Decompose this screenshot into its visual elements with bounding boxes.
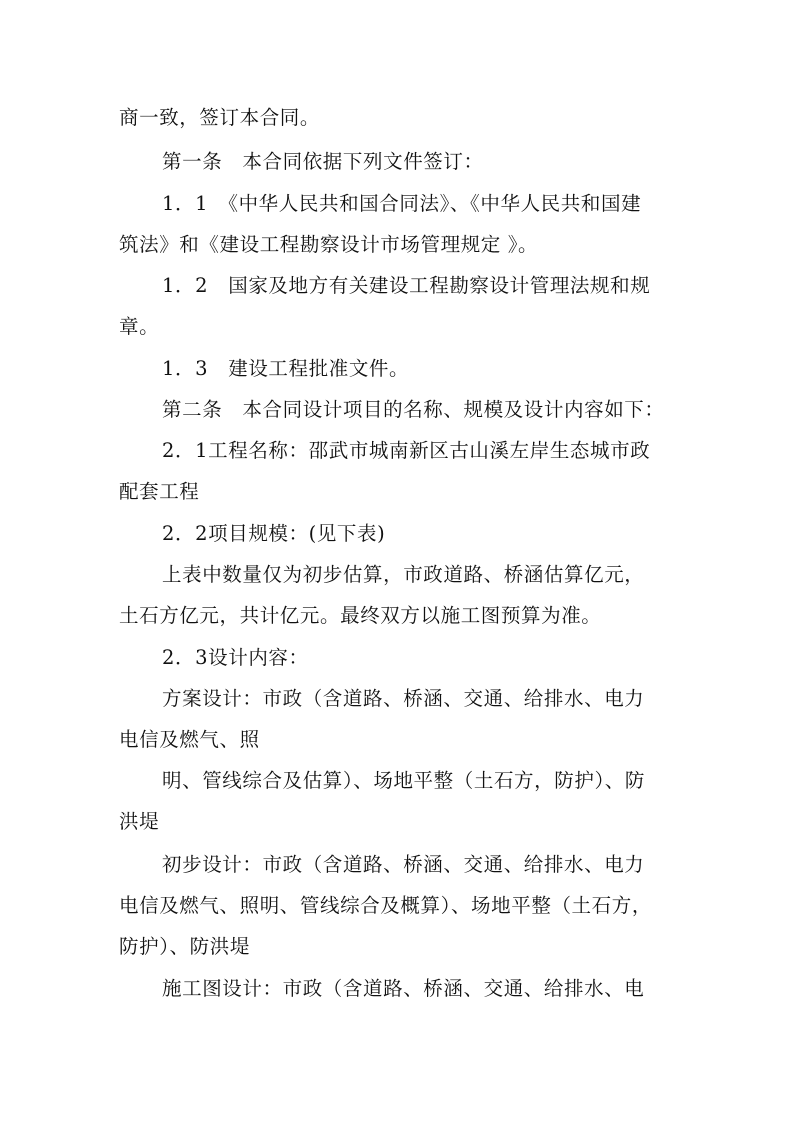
preliminary-design-continued-2: 防护）、防洪堤 <box>119 935 250 958</box>
preliminary-design-line: 初步设计：市政（含道路、桥涵、交通、给排水、电力 <box>162 853 645 876</box>
clause-2-1: 2．1工程名称：邵武市城南新区古山溪左岸生态城市政 <box>162 439 651 462</box>
article-2-heading: 第二条 本合同设计项目的名称、规模及设计内容如下： <box>162 398 665 421</box>
estimate-paragraph-continued: 土石方亿元，共计亿元。最终双方以施工图预算为准。 <box>119 604 602 627</box>
estimate-paragraph: 上表中数量仅为初步估算，市政道路、桥涵估算亿元， <box>162 563 645 586</box>
scheme-design-continued-2: 洪堤 <box>119 810 160 833</box>
clause-2-1-continued: 配套工程 <box>119 480 200 503</box>
scheme-design-continued: 电信及燃气、照 <box>119 728 260 751</box>
clause-1-1-continued: 筑法》和《建设工程勘察设计市场管理规定 》。 <box>119 233 539 256</box>
scheme-design-line-2: 明、管线综合及估算）、场地平整（土石方，防护）、防 <box>162 769 646 792</box>
article-1-heading: 第一条 本合同依据下列文件签订： <box>162 150 484 173</box>
clause-1-3: 1．3 建设工程批准文件。 <box>162 357 410 380</box>
clause-1-2-continued: 章。 <box>119 315 160 338</box>
clause-2-3: 2．3设计内容： <box>162 646 309 669</box>
paragraph-line: 商一致，签订本合同。 <box>119 106 321 129</box>
clause-2-2: 2．2项目规模：(见下表) <box>162 522 386 545</box>
preliminary-design-continued: 电信及燃气、照明、管线综合及概算）、场地平整（土石方， <box>119 894 652 917</box>
clause-1-1: 1．1 《中华人民共和国合同法》、《中华人民共和国建 <box>162 192 642 215</box>
scheme-design-line: 方案设计：市政（含道路、桥涵、交通、给排水、电力 <box>162 687 645 710</box>
clause-1-2: 1．2 国家及地方有关建设工程勘察设计管理法规和规 <box>162 274 651 297</box>
construction-design-line: 施工图设计：市政（含道路、桥涵、交通、给排水、电 <box>162 977 645 1000</box>
